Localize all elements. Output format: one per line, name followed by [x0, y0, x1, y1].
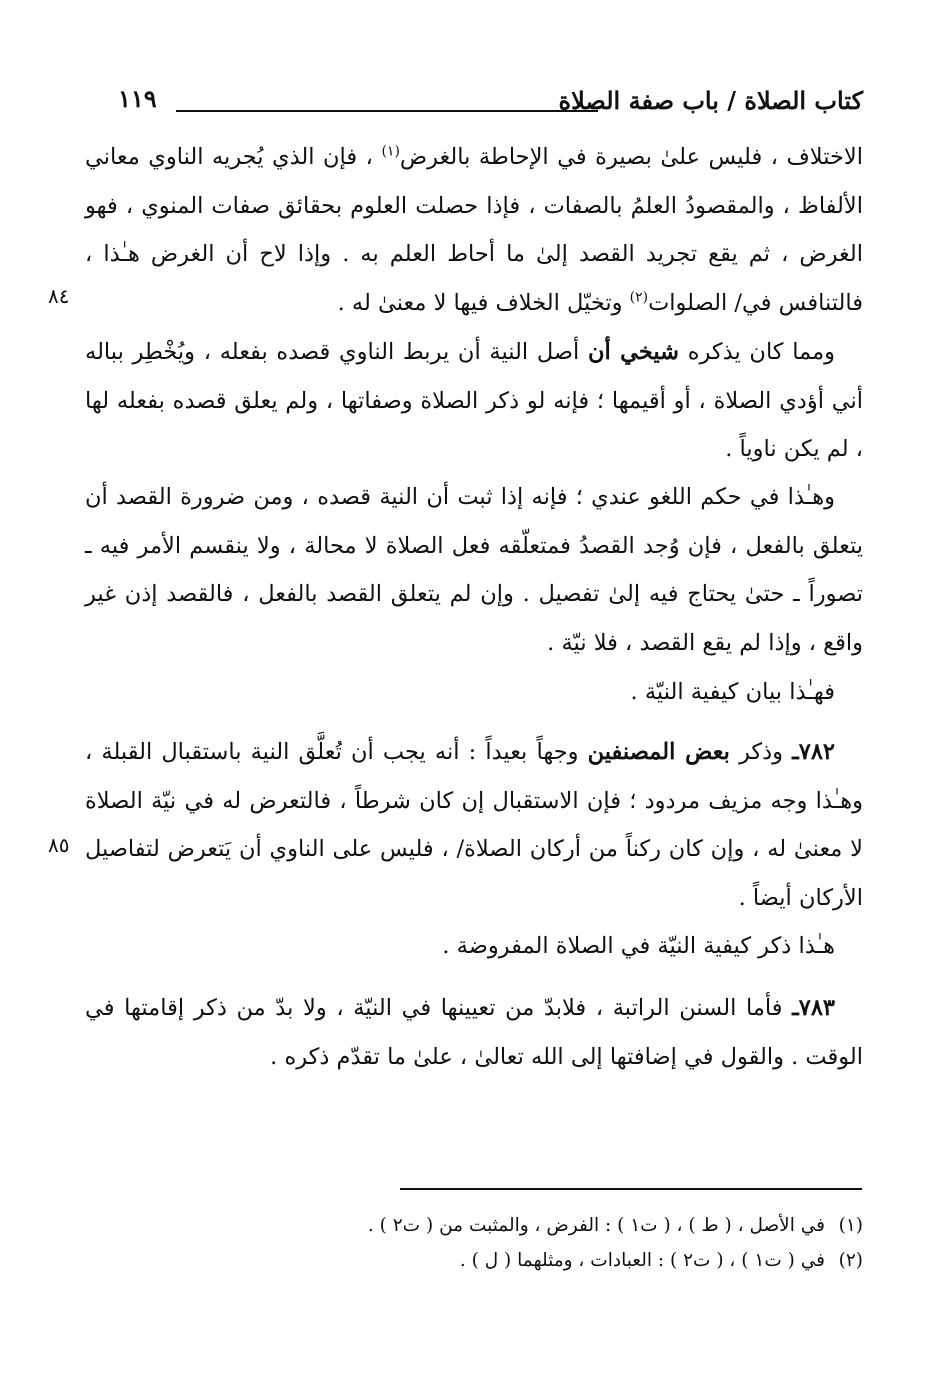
footnote-1 — [85, 1212, 863, 1240]
footnote-1-number: (١) — [838, 1215, 863, 1236]
paragraph-7-text: فأما السنن الراتبة ، فلابدّ من تعيينها في النيّة ، ولا بدّ من ذكر إقامتها في الوقت . والقول في إضافتها إلى الله تعالىٰ ، علىٰ ما تقدّم ذكره . — [85, 995, 863, 1070]
section-number-783: ٧٨٣ـ — [792, 995, 835, 1021]
paragraph-2-text-a: ومما كان يذكره — [679, 339, 835, 365]
paragraph-7 — [85, 984, 863, 1081]
footnote-1-text: في الأصل ، ( ط ) ، ( ت١ ) : الفرض ، والمثبت من ( ت٢ ) . — [367, 1215, 825, 1236]
paragraph-2-text-c: أصل النية أن يربط الناوي قصده بفعله ، ويُخْطِر بباله أني أؤدي الصلاة ، أو أقيمها ؛ فإنه لو ذكر الصلاة وصفاتها ، ولم يعلق قصده بفعله لها ، لم يكن ناوياً . — [85, 339, 863, 462]
page-number: ١١٩ — [118, 84, 157, 113]
header-title: كتاب الصلاة / باب صفة الصلاة — [558, 86, 863, 115]
footnote-separator — [400, 1188, 862, 1190]
footnote-2-number: (٢) — [838, 1250, 863, 1271]
running-header — [118, 86, 863, 120]
footnote-ref-2: (٢) — [629, 289, 649, 305]
paragraph-5-bold: بعض المصنفين — [587, 739, 730, 765]
paragraph-1-text-c: وتخيّل الخلاف فيها لا معنىٰ له . — [337, 289, 630, 316]
section-number-782: ٧٨٢ـ — [792, 739, 835, 765]
header-rule — [176, 110, 598, 112]
paragraph-1 — [85, 133, 863, 327]
paragraph-5 — [85, 728, 863, 922]
margin-folio-84: ٨٤ — [48, 284, 70, 308]
paragraph-1-text-a: الاختلاف ، فليس علىٰ بصيرة في الإحاطة بالغرض — [399, 144, 864, 170]
paragraph-6: هـٰذا ذكر كيفية النيّة في الصلاة المفروضة . — [442, 933, 835, 959]
paragraph-2-bold: شيخي أن — [587, 339, 680, 365]
paragraph-5-text-a: وذكر — [729, 739, 793, 765]
paragraph-5-text-c: وجهاً بعيداً : أنه يجب أن تُعلَّق النية باستقبال القبلة ، وهـٰذا وجه مزيف مردود ؛ فإن الاستقبال إن كان شرطاً ، فالتعرض له في نيّة الصلاة لا معنىٰ له ، وإن كان ركناً من أركان الصلاة/ ، فليس على الناوي أن يَتعرض لتفاصيل الأركان أيضاً . — [85, 739, 863, 911]
margin-folio-85: ٨٥ — [48, 833, 70, 857]
footnote-2 — [85, 1247, 863, 1275]
paragraph-4: فهـٰذا بيان كيفية النيّة . — [630, 679, 835, 705]
paragraph-3: وهـٰذا في حكم اللغو عندي ؛ فإنه إذا ثبت أن النية قصده ، ومن ضرورة القصد أن يتعلق بالفعل ، فإن وُجد القصدُ فمتعلّقه فعل الصلاة لا محالة ، ولا ينقسم الأمر فيه ـ تصوراً ـ حتىٰ يحتاج فيه إلىٰ تفصيل . وإن لم يتعلق القصد بالفعل ، فالقصد إذن غير واقع ، وإذا لم يقع القصد ، فلا نيّة . — [85, 484, 863, 656]
paragraph-1-text-b: ، فإن الذي يُجريه الناوي معاني الألفاظ ، والمقصودُ العلمُ بالصفات ، فإذا حصلت العلوم بحقائق صفات المنوي ، فهو الغرض ، ثم يقع تجريد القصد إلىٰ ما أحاط العلم به . وإذا لاح أن الغرض هـٰذا ، فالتنافس في/ الصلوات — [85, 144, 863, 316]
footnote-ref-1: (١) — [381, 143, 400, 160]
paragraph-2 — [85, 328, 863, 474]
footnote-2-text: في ( ت١ ) ، ( ت٢ ) : العبادات ، ومثلهما ( ل ) . — [459, 1250, 825, 1271]
